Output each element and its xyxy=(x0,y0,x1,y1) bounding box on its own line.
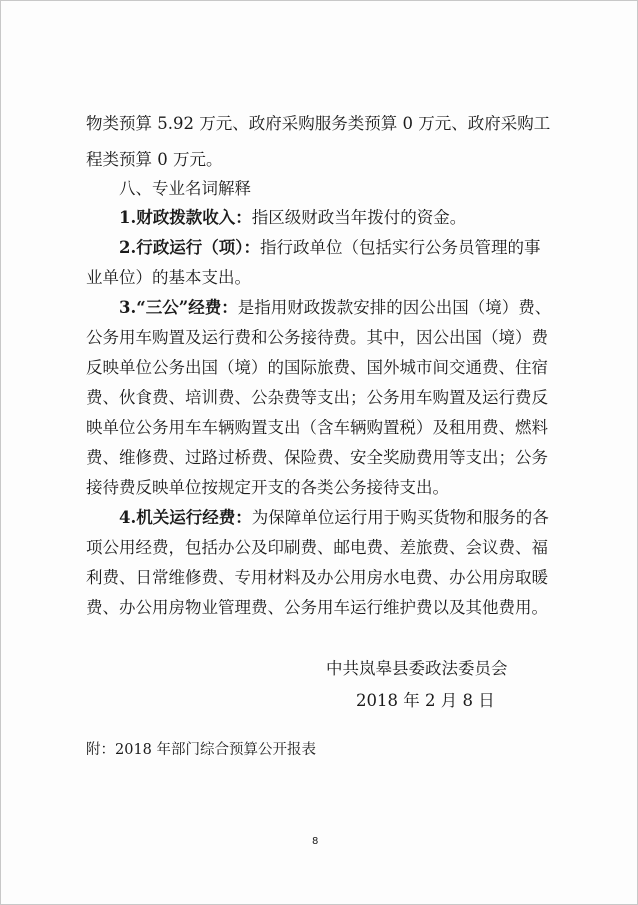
definition-text: 指行政单位（包括实行公务员管理的事 xyxy=(259,238,541,257)
paragraph-line: 项公用经费，包括办公及印刷费、邮电费、差旅费、会议费、福 xyxy=(86,538,548,557)
paragraph-line: 费、维修费、过路过桥费、保险费、安全奖励费用等支出；公务 xyxy=(86,448,548,467)
definition-term: 4.机关运行经费： xyxy=(119,508,252,527)
signature-organization: 中共岚皋县委政法委员会 xyxy=(326,659,508,678)
definition-text: 指区级财政当年拨付的资金。 xyxy=(251,208,467,227)
signature-date: 2018 年 2 月 8 日 xyxy=(356,691,495,710)
paragraph-line: 反映单位公务出国（境）的国际旅费、国外城市间交通费、住宿 xyxy=(86,358,548,377)
definition-4 xyxy=(119,506,549,530)
definition-text: 为保障单位运行用于购买货物和服务的各 xyxy=(251,508,549,527)
section-heading: 八、专业名词解释 xyxy=(119,179,251,198)
paragraph-line: 费、伙食费、培训费、公杂费等支出；公务用车购置及运行费反 xyxy=(86,388,548,407)
attachment-note: 附：2018 年部门综合预算公开报表 xyxy=(86,742,317,758)
paragraph-line: 物类预算 5.92 万元、政府采购服务类预算 0 万元、政府采购工 xyxy=(86,114,551,133)
definition-term: 1.财政拨款收入： xyxy=(119,208,252,227)
page-number: 8 xyxy=(312,836,319,847)
paragraph-line: 业单位）的基本支出。 xyxy=(86,268,251,287)
paragraph-line: 程类预算 0 万元。 xyxy=(86,150,223,169)
paragraph-line: 接待费反映单位按规定开支的各类公务接待支出。 xyxy=(86,478,449,497)
definition-1 xyxy=(119,206,466,230)
definition-2 xyxy=(119,236,540,260)
paragraph-line: 利费、日常维修费、专用材料及办公用房水电费、办公用房取暖 xyxy=(86,568,548,587)
definition-term: 3.“三公”经费： xyxy=(119,298,238,317)
definition-term: 2.行政运行（项）： xyxy=(119,238,260,257)
paragraph-line: 公务用车购置及运行费和公务接待费。其中，因公出国（境）费 xyxy=(86,328,548,347)
paragraph-line: 费、办公用房物业管理费、公务用车运行维护费以及其他费用。 xyxy=(86,598,548,617)
paragraph-line: 映单位公务用车车辆购置支出（含车辆购置税）及租用费、燃料 xyxy=(86,418,548,437)
definition-text: 是指用财政拨款安排的因公出国（境）费、 xyxy=(237,298,552,317)
definition-3 xyxy=(119,296,551,320)
